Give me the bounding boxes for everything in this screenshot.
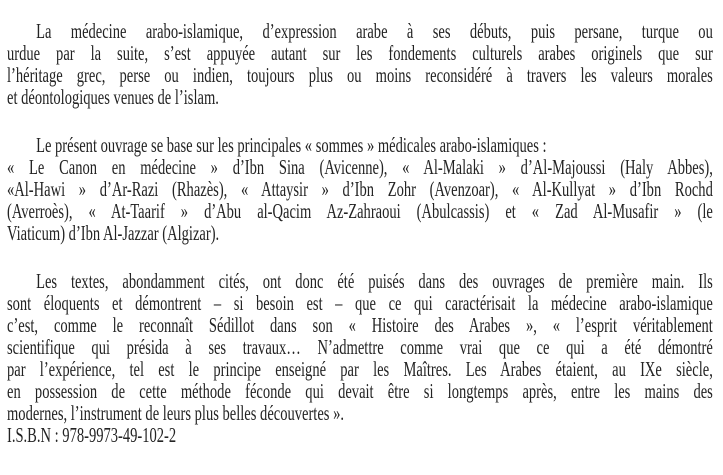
- text-line: en possession de cette méthode féconde qui devait être si longtemps après, entre les mains des: [7, 379, 713, 403]
- text-line: scientifique qui présida à ses travaux… N’admettre comme vrai que ce qui a été démontré: [7, 335, 713, 359]
- text-line: « Le Canon en médecine » d’Ibn Sina (Avicenne), « Al-Malaki » d’Al-Majoussi (Haly Abbes),: [7, 155, 713, 179]
- paragraph-intro: [7, 20, 713, 108]
- text-line: La médecine arabo-islamique, d’expression arabe à ses débuts, puis persane, turque ou: [36, 19, 713, 43]
- text-line: (Averroès), « At-Taarif » d’Abu al-Qacim Az-Zahraoui (Abulcassis) et « Zad Al-Musafir » (le: [7, 199, 713, 223]
- text-line: urdue par la suite, s’est appuyée autant sur les fondements culturels arabes originels que sur: [7, 41, 713, 65]
- paragraph-sources: [7, 134, 713, 244]
- document-text-block: [7, 20, 713, 446]
- text-line: l’héritage grec, perse ou indien, toujours plus ou moins reconsidéré à travers les valeurs morales: [7, 63, 713, 87]
- text-line: modernes, l’instrument de leurs plus belles découvertes ».: [7, 401, 344, 425]
- paragraph-texts: [7, 270, 713, 424]
- text-line: et déontologiques venues de l’islam.: [7, 85, 219, 109]
- text-line: c’est, comme le reconnaît Sédillot dans son « Histoire des Arabes », « l’esprit véritablement: [7, 313, 713, 337]
- text-line: Viaticum) d’Ibn Al-Jazzar (Algizar).: [7, 221, 220, 245]
- isbn-text: I.S.B.N : 978-9973-49-102-2: [7, 423, 177, 447]
- text-line: «Al-Hawi » d’Ar-Razi (Rhazès), « Attaysir » d’Ibn Zohr (Avenzoar), « Al-Kullyat » d’Ibn Rochd: [7, 177, 713, 201]
- text-line: Les textes, abondamment cités, ont donc été puisés dans des ouvrages de première main. Ils: [36, 269, 713, 293]
- text-line: par l’expérience, tel est le principe enseigné par les Maîtres. Les Arabes étaient, au IXe siècle,: [7, 357, 713, 381]
- text-line: Le présent ouvrage se base sur les principales « sommes » médicales arabo-islamiques :: [36, 133, 547, 157]
- text-line: sont éloquents et démontrent – si besoin est – que ce qui caractérisait la médecine arabo-islamique: [7, 291, 713, 315]
